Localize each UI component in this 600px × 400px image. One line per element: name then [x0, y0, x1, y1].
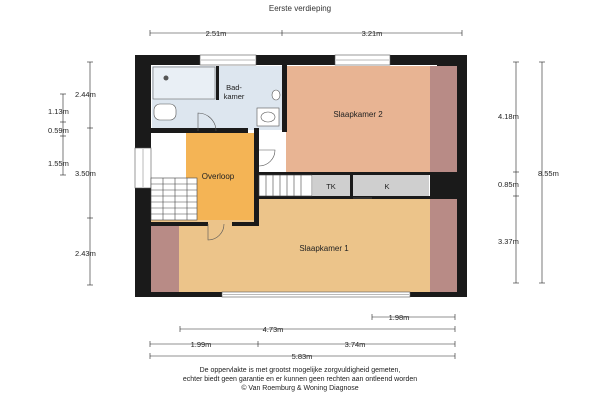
dim-bottom-4: 5.83m: [291, 352, 313, 361]
dim-bottom-2: 4.73m: [262, 325, 284, 334]
dim-left-outer-bottom: 2.43m: [75, 249, 96, 258]
slaapkamer1-floor: [151, 220, 457, 292]
wall-segment-right: [430, 174, 457, 198]
shower-drain-icon: [164, 76, 169, 81]
toilet-icon: [154, 104, 176, 120]
staircase-left: [151, 178, 197, 220]
dim-left-inner-3: 1.55m: [48, 159, 69, 168]
slaapkamer1-label: Slaapkamer 1: [299, 244, 349, 253]
dim-right-outer: 8.55m: [538, 169, 559, 178]
dim-right-inner-3: 3.37m: [498, 237, 519, 246]
wall-tk-k: [350, 174, 353, 198]
washbasin-icon: [272, 90, 280, 100]
badkamer-label-line1: Bad-: [226, 83, 242, 92]
disclaimer-line1: De oppervlakte is met grootst mogelijke zorgvuldigheid gemeten,: [199, 367, 401, 374]
kast-k-floor: [353, 174, 429, 198]
dim-right-inner-2: 0.85m: [498, 180, 519, 189]
disclaimer-line3: © Van Roemburg & Woning Diagnose: [241, 385, 359, 392]
dim-bottom-3a: 1.99m: [190, 340, 212, 349]
dim-bottom-1: 1.98m: [388, 313, 410, 322]
dim-top-right: 3.21m: [361, 29, 383, 38]
dim-left-inner-1: 1.13m: [48, 107, 69, 116]
slaapkamer1-slope-right: [430, 198, 457, 292]
dim-bottom-3b: 3.74m: [344, 340, 366, 349]
wall-shower: [216, 66, 219, 100]
dim-left-outer-mid: 3.50m: [75, 169, 96, 178]
dim-right-inner-1: 4.18m: [498, 112, 519, 121]
wall-cabinets-bottom: [259, 196, 457, 199]
wall-overloop-bedroom1-left: [148, 222, 208, 226]
k-label: K: [384, 182, 390, 191]
dim-left-outer-top: 2.44m: [75, 90, 96, 99]
disclaimer: [0, 366, 600, 393]
dim-left-inner-2: 0.59m: [48, 126, 69, 135]
slaapkamer2-label: Slaapkamer 2: [333, 110, 383, 119]
overloop-label: Overloop: [201, 172, 235, 181]
shower-tray: [153, 67, 215, 99]
sink-icon: [257, 108, 279, 126]
slaapkamer1-slope-left: [151, 224, 179, 292]
slaapkamer2-slope: [430, 66, 457, 174]
wall-overloop-bedroom1-right: [232, 222, 258, 226]
badkamer-label-line2: kamer: [223, 92, 245, 101]
slaapkamer2-floor: [286, 66, 436, 174]
slaapkamer1-upper: [258, 198, 430, 224]
disclaimer-line2: echter biedt geen garantie en er kunnen geen rechten aan ontleend worden: [182, 376, 418, 383]
dim-top-left: 2.51m: [205, 29, 227, 38]
staircase-landing: [259, 175, 312, 196]
tk-label: TK: [326, 182, 336, 191]
wall-cabinets-top: [259, 172, 457, 175]
wall-bath-bedroom: [282, 62, 287, 132]
floor-title: Eerste verdieping: [268, 4, 332, 13]
wall-overloop-right: [254, 128, 259, 226]
